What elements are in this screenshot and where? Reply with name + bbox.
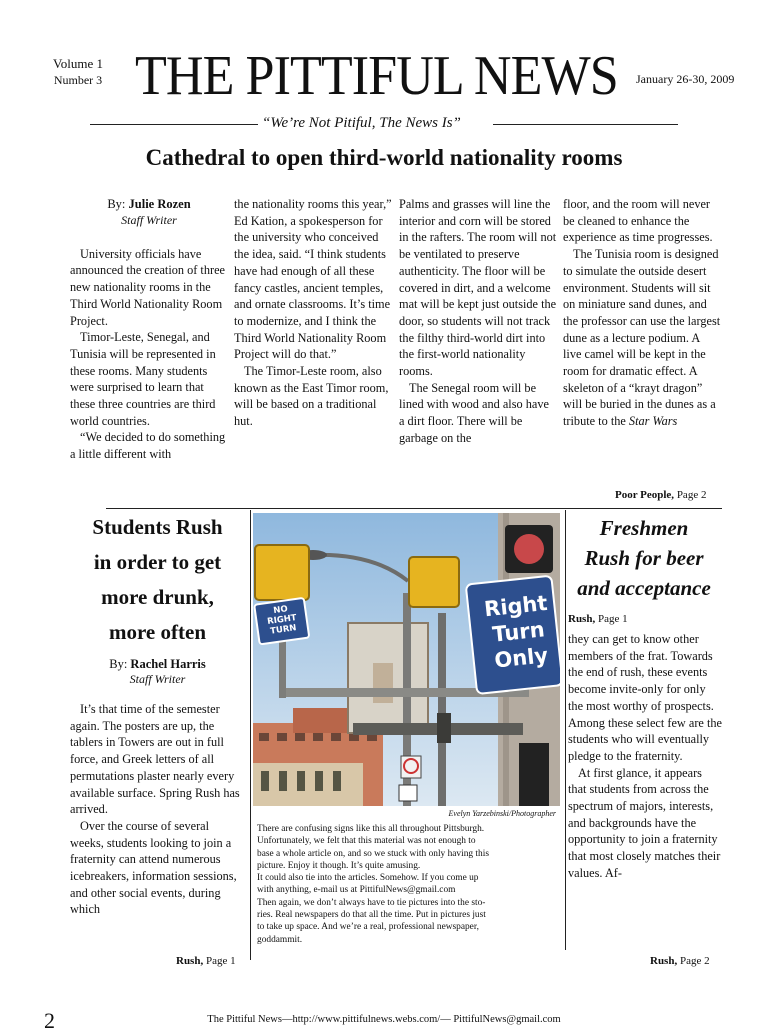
jump-page: Page 2	[679, 955, 710, 967]
byline-prefix: By:	[109, 657, 128, 671]
left-paragraph: It’s that time of the semester again. The posters are up, the tablers in Towers are out in full force, and Greek letters of all permutations plaster nearly every available surface. Spring Rush has arrived.	[70, 702, 240, 817]
right-paragraph: At first glance, it appears that students from across the spectrum of majors, interests, and backgrounds have the opportunity to join a fraternity that most closely matches their values. Af-	[568, 765, 721, 880]
jump-label: Rush,	[650, 955, 678, 967]
caption-line: picture. Enjoy it though. It’s quite amusing.	[257, 860, 421, 871]
number-label: Number 3	[53, 73, 103, 87]
caption-line: There are confusing signs like this all throughout Pittsburgh.	[257, 824, 485, 834]
jump-label: Poor People,	[615, 489, 675, 501]
headline-line: more often	[109, 620, 206, 644]
caption-line: Unfortunately, we felt that this material was not enough to	[257, 836, 476, 847]
no-right-turn-sign: NO RIGHT TURN	[266, 604, 298, 637]
lead-paragraph: Timor-Leste, Senegal, and Tunisia will be represented in these rooms. Many students were surprised to learn that these three countries are third world countries.	[70, 330, 216, 428]
photo-credit: Evelyn Yarzebinski/Photographer	[448, 809, 556, 818]
right-paragraph: they can get to know other members of the frat. Towards the end of rush, these events become invite-only for only the most worthy of prospects. Among these select few are the students who will eventually pledge to the fraternity.	[568, 632, 722, 763]
lead-column-2	[234, 196, 392, 430]
headline-line: and acceptance	[577, 576, 711, 600]
right-jump-top	[568, 613, 722, 625]
lead-paragraph: the nationality rooms this year,” Ed Kation, a spokesperson for the university who conceived the idea, said. “I think students have had enough of all these fancy castles, ancient temples, and ornate classrooms. It’s time to modernize, and I think the Third World Nationality Room Project will do that.”	[234, 197, 392, 362]
issue-date: January 26-30, 2009	[636, 72, 735, 86]
lead-byline	[70, 196, 228, 212]
jump-label: Rush,	[568, 613, 596, 625]
lead-paragraph: University officials have announced the creation of three new nationality rooms in the Third World Nationality Room Project.	[70, 246, 226, 328]
left-jump-line	[176, 955, 236, 967]
right-headline	[566, 513, 722, 603]
tagline-rule-right	[493, 124, 678, 125]
caption-line: It could also tie into the articles. Somehow. If you come up	[257, 873, 479, 884]
left-paragraph: Over the course of several weeks, students looking to join a fraternity can attend numerous icebreakers, information sessions, and other social events, during which	[70, 818, 237, 917]
left-byline	[70, 656, 245, 672]
tagline-rule-left	[90, 124, 258, 125]
caption-line: base a whole article on, and so we stuck with only having this	[257, 848, 489, 859]
newspaper-title: THE PITTIFUL NEWS	[135, 45, 618, 107]
left-role: Staff Writer	[129, 672, 186, 686]
lead-paragraph: floor, and the room will never be cleaned to enhance the experience as time progresses.	[563, 197, 713, 245]
caption-line: Then again, we don’t always have to tie pictures into the sto-	[257, 897, 486, 908]
lead-jump-line	[615, 489, 706, 501]
lead-paragraph	[563, 246, 721, 430]
lead-author: Julie Rozen	[128, 197, 191, 211]
left-headline	[70, 510, 245, 650]
volume-label: Volume 1	[53, 56, 103, 71]
lead-paragraph: Palms and grasses will line the interior and corn will be stored in the rafters. The room will not be ventilated to preserve authenticity. The floor will be covered in dirt, and a welcome mat will be kept just outside the door, so students will not track the filthy third-world dirt into the first-world nationality rooms.	[399, 197, 557, 379]
headline-line: Freshmen	[599, 516, 689, 540]
issue-info	[46, 56, 110, 88]
headline-line: more drunk,	[101, 585, 214, 609]
lead-paragraph: “We decided to do something a little different with	[70, 430, 226, 462]
lead-column-3	[399, 196, 557, 447]
tagline: “We’re Not Pitiful, The News Is”	[262, 115, 461, 131]
right-turn-only-sign: Right Turn Only	[482, 590, 550, 673]
caption-line: goddammit.	[257, 934, 303, 945]
headline-line: Rush for beer	[584, 546, 704, 570]
lead-paragraph: The Timor-Leste room, also known as the East Timor room, will be based on a traditional hut.	[234, 364, 389, 429]
left-story	[70, 510, 245, 918]
page-number: 2	[44, 1008, 55, 1033]
right-jump-line	[650, 955, 710, 967]
jump-page: Page 2	[676, 489, 707, 501]
caption-line: to take up space. And we’re a real, professional newspaper,	[257, 922, 479, 933]
headline-line: in order to get	[93, 550, 222, 574]
lead-headline: Cathedral to open third-world nationality rooms	[145, 145, 623, 170]
street-sign-photo	[253, 513, 560, 806]
section-divider	[106, 508, 722, 509]
photo-caption	[257, 823, 560, 946]
byline-prefix: By:	[107, 197, 126, 211]
lead-paragraph-text: The Tunisia room is designed to simulate the outside desert environment. Students will sit on miniature sand dunes, and the professor can use the largest dune as a lecture podium. A live camel will be kept in the room for dramatic effect. A skeleton of a “krayt dragon” will be buried in the dunes as a tribute to the	[563, 247, 721, 429]
photo-rule-left	[250, 510, 251, 960]
lead-column-4	[563, 196, 721, 430]
left-author: Rachel Harris	[130, 657, 206, 671]
lead-role: Staff Writer	[121, 213, 177, 227]
jump-page: Page 1	[205, 955, 236, 967]
lead-paragraph: The Senegal room will be lined with wood and also have a dirt floor. There will be garbage on the	[399, 380, 549, 445]
caption-line: ries. Real newspapers do that all the time. Put in pictures just	[257, 910, 486, 921]
footer-text: The Pittiful News—http://www.pittifulnews.webs.com/— PittifulNews@gmail.com	[207, 1014, 561, 1025]
caption-line: with anything, e-mail us at PittifulNews@gmail.com	[257, 885, 456, 896]
headline-line: Students Rush	[92, 515, 223, 539]
lead-column-1	[70, 196, 228, 463]
jump-label: Rush,	[176, 955, 204, 967]
film-title: Star Wars	[628, 414, 678, 429]
jump-page: Page 1	[597, 613, 628, 625]
right-story	[566, 513, 722, 882]
